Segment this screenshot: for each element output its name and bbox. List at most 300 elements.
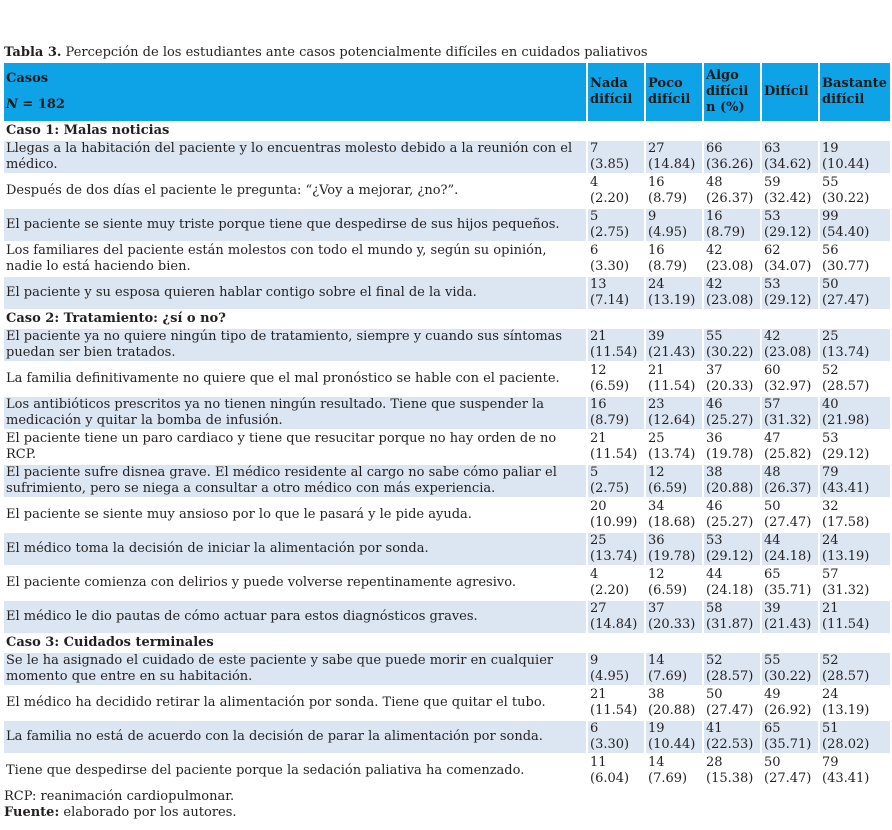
count-value: 62 (764, 243, 781, 258)
value-cell (646, 599, 704, 633)
percent-value: (20.33) (648, 617, 696, 632)
value-cell (820, 651, 890, 685)
value-cell (588, 395, 646, 429)
count-value: 49 (764, 687, 781, 702)
table-row (4, 565, 890, 599)
count-value: 36 (648, 533, 665, 548)
table-header (4, 63, 890, 121)
count-value: 21 (590, 431, 607, 446)
count-value: 50 (764, 499, 781, 514)
percent-value: (26.92) (764, 703, 812, 718)
header-bastante-dificil: Bastante difícil (820, 63, 890, 121)
percent-value: (25.27) (706, 413, 754, 428)
table-row (4, 327, 890, 361)
value-cell (704, 599, 762, 633)
percent-value: (20.33) (706, 379, 754, 394)
percent-value: (3.30) (590, 737, 630, 752)
percent-value: (23.08) (764, 345, 812, 360)
count-value: 13 (590, 277, 607, 292)
table-row (4, 497, 890, 531)
value-cell (646, 565, 704, 599)
value-cell (820, 753, 890, 787)
percent-value: (29.12) (764, 225, 812, 240)
table-row (4, 599, 890, 633)
percent-value: (24.18) (706, 583, 754, 598)
section-title: Caso 1: Malas noticias (4, 121, 890, 139)
count-value: 9 (648, 209, 657, 224)
table-row (4, 173, 890, 207)
count-value: 37 (706, 363, 723, 378)
count-value: 51 (822, 721, 839, 736)
footnote-abbreviation: RCP: reanimación cardiopulmonar. (4, 789, 235, 804)
count-value: 52 (706, 653, 723, 668)
count-value: 24 (822, 533, 839, 548)
case-description: El médico le dio pautas de cómo actuar para estos diagnósticos graves. (4, 599, 588, 633)
percent-value: (3.30) (590, 259, 630, 274)
value-cell (762, 327, 820, 361)
count-value: 38 (706, 465, 723, 480)
value-cell (704, 685, 762, 719)
count-value: 25 (590, 533, 607, 548)
value-cell (762, 463, 820, 497)
count-value: 99 (822, 209, 839, 224)
count-value: 34 (648, 499, 665, 514)
value-cell (762, 275, 820, 309)
value-cell (704, 207, 762, 241)
count-value: 25 (648, 431, 665, 446)
count-value: 58 (706, 601, 723, 616)
count-value: 28 (706, 755, 723, 770)
value-cell (762, 241, 820, 275)
percent-value: (2.75) (590, 481, 630, 496)
count-value: 37 (648, 601, 665, 616)
case-description: El paciente se siente muy triste porque tiene que despedirse de sus hijos pequeños. (4, 207, 588, 241)
count-value: 16 (648, 243, 665, 258)
count-value: 52 (822, 653, 839, 668)
percent-value: (27.47) (764, 771, 812, 786)
percent-value: (10.44) (648, 737, 696, 752)
value-cell (820, 719, 890, 753)
value-cell (762, 139, 820, 173)
table-row (4, 463, 890, 497)
percent-value: (6.59) (648, 583, 688, 598)
count-value: 53 (822, 431, 839, 446)
percent-value: (6.59) (648, 481, 688, 496)
percent-value: (27.47) (706, 703, 754, 718)
value-cell (820, 429, 890, 463)
table-container (4, 44, 890, 821)
count-value: 55 (822, 175, 839, 190)
value-cell (646, 429, 704, 463)
value-cell (588, 429, 646, 463)
value-cell (820, 207, 890, 241)
percent-value: (54.40) (822, 225, 870, 240)
percent-value: (21.43) (648, 345, 696, 360)
percent-value: (35.71) (764, 583, 812, 598)
value-cell (646, 497, 704, 531)
table-row (4, 207, 890, 241)
count-value: 46 (706, 499, 723, 514)
value-cell (762, 753, 820, 787)
table-body (4, 121, 890, 787)
value-cell (820, 275, 890, 309)
header-n-value: = 182 (17, 97, 65, 112)
table-row (4, 685, 890, 719)
count-value: 57 (822, 567, 839, 582)
percent-value: (20.88) (648, 703, 696, 718)
table-row (4, 429, 890, 463)
value-cell (646, 275, 704, 309)
value-cell (588, 719, 646, 753)
count-value: 16 (590, 397, 607, 412)
count-value: 65 (764, 567, 781, 582)
header-nada-dificil: Nada difícil (588, 63, 646, 121)
percent-value: (2.20) (590, 191, 630, 206)
table-row (4, 361, 890, 395)
value-cell (820, 565, 890, 599)
percent-value: (4.95) (648, 225, 688, 240)
percent-value: (8.79) (648, 191, 688, 206)
value-cell (588, 327, 646, 361)
case-description: Los antibióticos prescritos ya no tienen ningún resultado. Tiene que suspender la medicación y quitar la bomba de infusión. (4, 395, 588, 429)
count-value: 63 (764, 141, 781, 156)
case-description: El paciente y su esposa quieren hablar contigo sobre el final de la vida. (4, 275, 588, 309)
value-cell (646, 463, 704, 497)
count-value: 24 (648, 277, 665, 292)
case-description: El paciente ya no quiere ningún tipo de tratamiento, siempre y cuando sus síntomas puedan ser bien tratados. (4, 327, 588, 361)
count-value: 21 (590, 687, 607, 702)
value-cell (820, 599, 890, 633)
percent-value: (35.71) (764, 737, 812, 752)
table-row (4, 719, 890, 753)
count-value: 6 (590, 721, 599, 736)
value-cell (704, 361, 762, 395)
count-value: 19 (822, 141, 839, 156)
percent-value: (8.79) (706, 225, 746, 240)
percent-value: (43.41) (822, 481, 870, 496)
case-description: Los familiares del paciente están molestos con todo el mundo y, según su opinión, nadie lo está haciendo bien. (4, 241, 588, 275)
percent-value: (28.57) (822, 669, 870, 684)
value-cell (704, 173, 762, 207)
percent-value: (20.88) (706, 481, 754, 496)
percent-value: (11.54) (648, 379, 696, 394)
table-row (4, 531, 890, 565)
count-value: 11 (590, 755, 607, 770)
table-caption (4, 44, 890, 63)
value-cell (588, 685, 646, 719)
header-n-label: N (6, 97, 18, 112)
percent-value: (32.97) (764, 379, 812, 394)
percent-value: (11.54) (822, 617, 870, 632)
value-cell (646, 531, 704, 565)
percent-value: (17.58) (822, 515, 870, 530)
percent-value: (14.84) (648, 157, 696, 172)
value-cell (820, 327, 890, 361)
value-cell (588, 463, 646, 497)
count-value: 48 (764, 465, 781, 480)
value-cell (762, 395, 820, 429)
percent-value: (3.85) (590, 157, 630, 172)
case-description: El médico toma la decisión de iniciar la alimentación por sonda. (4, 531, 588, 565)
value-cell (646, 241, 704, 275)
table-row (4, 275, 890, 309)
value-cell (646, 139, 704, 173)
percent-value: (13.74) (590, 549, 638, 564)
percent-value: (10.99) (590, 515, 638, 530)
value-cell (588, 651, 646, 685)
value-cell (704, 565, 762, 599)
count-value: 12 (648, 567, 665, 582)
value-cell (704, 429, 762, 463)
percent-value: (30.77) (822, 259, 870, 274)
count-value: 16 (648, 175, 665, 190)
value-cell (762, 565, 820, 599)
count-value: 38 (648, 687, 665, 702)
count-value: 32 (822, 499, 839, 514)
percent-value: (6.04) (590, 771, 630, 786)
value-cell (762, 531, 820, 565)
percent-value: (30.22) (706, 345, 754, 360)
perception-table (4, 63, 890, 787)
case-description: Se le ha asignado el cuidado de este paciente y sabe que puede morir en cualquier momento que entre en su habitación. (4, 651, 588, 685)
percent-value: (13.74) (648, 447, 696, 462)
percent-value: (29.12) (822, 447, 870, 462)
value-cell (704, 395, 762, 429)
case-description: Llegas a la habitación del paciente y lo encuentras molesto debido a la reunión con el médico. (4, 139, 588, 173)
percent-value: (11.54) (590, 447, 638, 462)
percent-value: (7.14) (590, 293, 630, 308)
value-cell (704, 327, 762, 361)
count-value: 4 (590, 175, 599, 190)
percent-value: (24.18) (764, 549, 812, 564)
percent-value: (12.64) (648, 413, 696, 428)
percent-value: (34.07) (764, 259, 812, 274)
value-cell (820, 463, 890, 497)
value-cell (820, 139, 890, 173)
count-value: 41 (706, 721, 723, 736)
value-cell (762, 173, 820, 207)
percent-value: (25.82) (764, 447, 812, 462)
count-value: 14 (648, 653, 665, 668)
count-value: 79 (822, 755, 839, 770)
count-value: 20 (590, 499, 607, 514)
percent-value: (23.08) (706, 293, 754, 308)
percent-value: (34.62) (764, 157, 812, 172)
value-cell (820, 361, 890, 395)
percent-value: (28.57) (706, 669, 754, 684)
count-value: 56 (822, 243, 839, 258)
count-value: 39 (648, 329, 665, 344)
percent-value: (18.68) (648, 515, 696, 530)
case-description: El paciente tiene un paro cardiaco y tiene que resucitar porque no hay orden de no RCP. (4, 429, 588, 463)
percent-value: (6.59) (590, 379, 630, 394)
percent-value: (23.08) (706, 259, 754, 274)
percent-value: (27.47) (822, 293, 870, 308)
count-value: 79 (822, 465, 839, 480)
value-cell (762, 429, 820, 463)
percent-value: (7.69) (648, 669, 688, 684)
count-value: 57 (764, 397, 781, 412)
header-casos (4, 63, 588, 121)
percent-value: (29.12) (764, 293, 812, 308)
value-cell (588, 207, 646, 241)
case-description: Después de dos días el paciente le pregunta: “¿Voy a mejorar, ¿no?”. (4, 173, 588, 207)
value-cell (762, 599, 820, 633)
value-cell (588, 361, 646, 395)
percent-value: (31.32) (764, 413, 812, 428)
caption-label: Tabla 3. (4, 45, 62, 60)
percent-value: (31.32) (822, 583, 870, 598)
percent-value: (32.42) (764, 191, 812, 206)
header-casos-label: Casos (6, 71, 49, 86)
value-cell (588, 565, 646, 599)
percent-value: (8.79) (590, 413, 630, 428)
value-cell (762, 685, 820, 719)
percent-value: (4.95) (590, 669, 630, 684)
percent-value: (15.38) (706, 771, 754, 786)
count-value: 50 (706, 687, 723, 702)
value-cell (646, 173, 704, 207)
value-cell (646, 685, 704, 719)
percent-value: (21.43) (764, 617, 812, 632)
count-value: 52 (822, 363, 839, 378)
percent-value: (22.53) (706, 737, 754, 752)
value-cell (588, 173, 646, 207)
value-cell (820, 395, 890, 429)
percent-value: (19.78) (706, 447, 754, 462)
count-value: 60 (764, 363, 781, 378)
count-value: 12 (590, 363, 607, 378)
header-dificil: Difícil (762, 63, 820, 121)
count-value: 47 (764, 431, 781, 446)
count-value: 59 (764, 175, 781, 190)
case-description: El paciente comienza con delirios y puede volverse repentinamente agresivo. (4, 565, 588, 599)
caption-text: Percepción de los estudiantes ante casos potencialmente difíciles en cuidados paliativos (61, 45, 648, 60)
value-cell (646, 207, 704, 241)
value-cell (704, 497, 762, 531)
count-value: 53 (764, 277, 781, 292)
source-label: Fuente: (4, 805, 60, 820)
value-cell (762, 497, 820, 531)
percent-value: (13.19) (822, 549, 870, 564)
percent-value: (2.20) (590, 583, 630, 598)
percent-value: (26.37) (764, 481, 812, 496)
percent-value: (11.54) (590, 703, 638, 718)
case-description: El paciente sufre disnea grave. El médico residente al cargo no sabe cómo paliar el sufrimiento, pero se niega a consultar a otro médico con más experiencia. (4, 463, 588, 497)
percent-value: (31.87) (706, 617, 754, 632)
header-poco-dificil: Poco difícil (646, 63, 704, 121)
count-value: 12 (648, 465, 665, 480)
section-title: Caso 3: Cuidados terminales (4, 633, 890, 651)
count-value: 46 (706, 397, 723, 412)
count-value: 24 (822, 687, 839, 702)
percent-value: (27.47) (764, 515, 812, 530)
value-cell (588, 275, 646, 309)
count-value: 27 (648, 141, 665, 156)
count-value: 44 (764, 533, 781, 548)
count-value: 42 (706, 277, 723, 292)
count-value: 5 (590, 465, 599, 480)
value-cell (820, 173, 890, 207)
value-cell (820, 531, 890, 565)
value-cell (762, 207, 820, 241)
percent-value: (26.37) (706, 191, 754, 206)
header-row (4, 63, 890, 121)
percent-value: (25.27) (706, 515, 754, 530)
value-cell (646, 753, 704, 787)
value-cell (704, 463, 762, 497)
source-text: elaborado por los autores. (59, 805, 237, 820)
value-cell (646, 361, 704, 395)
count-value: 48 (706, 175, 723, 190)
header-algo-dificil: Algo difícil n (%) (704, 63, 762, 121)
value-cell (704, 719, 762, 753)
value-cell (646, 651, 704, 685)
case-description: Tiene que despedirse del paciente porque la sedación paliativa ha comenzado. (4, 753, 588, 787)
value-cell (704, 753, 762, 787)
percent-value: (29.12) (706, 549, 754, 564)
count-value: 44 (706, 567, 723, 582)
count-value: 50 (822, 277, 839, 292)
percent-value: (10.44) (822, 157, 870, 172)
value-cell (704, 275, 762, 309)
percent-value: (11.54) (590, 345, 638, 360)
count-value: 50 (764, 755, 781, 770)
count-value: 5 (590, 209, 599, 224)
count-value: 66 (706, 141, 723, 156)
value-cell (762, 719, 820, 753)
value-cell (588, 497, 646, 531)
section-row (4, 309, 890, 327)
count-value: 6 (590, 243, 599, 258)
count-value: 42 (706, 243, 723, 258)
table-row (4, 753, 890, 787)
percent-value: (21.98) (822, 413, 870, 428)
table-row (4, 139, 890, 173)
count-value: 42 (764, 329, 781, 344)
value-cell (588, 599, 646, 633)
value-cell (820, 685, 890, 719)
percent-value: (14.84) (590, 617, 638, 632)
value-cell (646, 395, 704, 429)
count-value: 14 (648, 755, 665, 770)
count-value: 36 (706, 431, 723, 446)
percent-value: (36.26) (706, 157, 754, 172)
value-cell (704, 651, 762, 685)
count-value: 27 (590, 601, 607, 616)
value-cell (646, 719, 704, 753)
count-value: 21 (590, 329, 607, 344)
value-cell (704, 531, 762, 565)
count-value: 40 (822, 397, 839, 412)
count-value: 21 (648, 363, 665, 378)
percent-value: (7.69) (648, 771, 688, 786)
case-description: La familia no está de acuerdo con la decisión de parar la alimentación por sonda. (4, 719, 588, 753)
percent-value: (2.75) (590, 225, 630, 240)
count-value: 16 (706, 209, 723, 224)
section-row (4, 121, 890, 139)
percent-value: (30.22) (764, 669, 812, 684)
percent-value: (13.19) (822, 703, 870, 718)
count-value: 55 (706, 329, 723, 344)
count-value: 55 (764, 653, 781, 668)
value-cell (704, 139, 762, 173)
case-description: El paciente se siente muy ansioso por lo que le pasará y le pide ayuda. (4, 497, 588, 531)
count-value: 21 (822, 601, 839, 616)
count-value: 7 (590, 141, 599, 156)
count-value: 23 (648, 397, 665, 412)
value-cell (646, 327, 704, 361)
